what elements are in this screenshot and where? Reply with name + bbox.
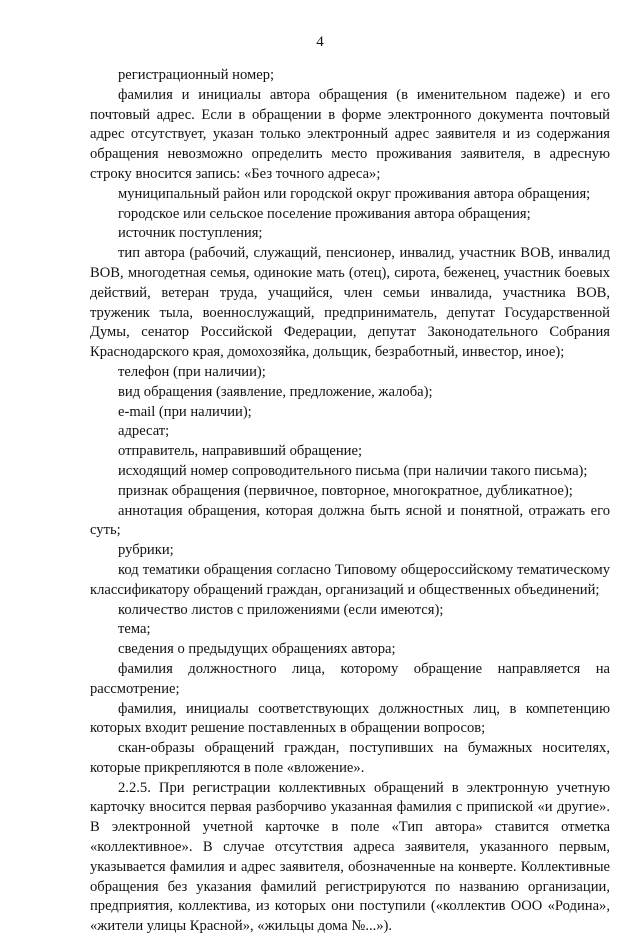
paragraph: телефон (при наличии); [118, 363, 266, 380]
document-body [90, 66, 610, 937]
paragraph: муниципальный район или городской округ проживания автора обращения; [118, 185, 591, 202]
paragraph: количество листов с приложениями (если имеются); [118, 601, 444, 618]
paragraph: e-mail (при наличии); [118, 403, 252, 420]
paragraph: исходящий номер сопроводительного письма (при наличии такого письма); [118, 462, 588, 479]
paragraph: 2.2.5. При регистрации коллективных обращений в электронную учетную карточку вносится первая разборчиво указанная фамилия с припиской «и другие». В электронной учетной карточке в поле «Тип автора» ставится отметка «коллективное». В случае отсутствия адреса заявителя, указанного первым, указывается фамилия и адрес заявителя, обозначенные на конверте. Коллективные обращения без указания фамилий регистрируются по названию организации, предприятия, коллектива, из которых они поступили («коллектив ООО «Родина», «жители улицы Красной», «жильцы дома №...»). [90, 779, 610, 935]
paragraph: городское или сельское поселение проживания автора обращения; [118, 205, 531, 222]
paragraph: адресат; [118, 423, 170, 440]
paragraph: отправитель, направивший обращение; [118, 443, 362, 460]
paragraph: фамилия должностного лица, которому обращение направляется на рассмотрение; [90, 660, 610, 697]
paragraph: аннотация обращения, которая должна быть ясной и понятной, отражать его суть; [90, 502, 610, 539]
paragraph: тип автора (рабочий, служащий, пенсионер, инвалид, участник ВОВ, инвалид ВОВ, многодетная семья, одинокие мать (отец), сирота, беженец, участник боевых действий, ветеран труда, учащийся, член семьи инвалида, участника ВОВ, труженик тыла, военнослужащий, предприниматель, депутат Государственной Думы, сенатор Российской Федерации, депутат Законодательного Собрания Краснодарского края, домохозяйка, дольщик, безработный, инвестор, иное); [90, 245, 610, 361]
paragraph: рубрики; [118, 542, 174, 559]
paragraph: фамилия, инициалы соответствующих должностных лиц, в компетенцию которых входит решение поставленных в обращении вопросов; [90, 700, 610, 737]
page-number: 4 [316, 34, 324, 50]
paragraph: признак обращения (первичное, повторное, многократное, дубликатное); [118, 482, 573, 499]
paragraph: тема; [118, 621, 151, 638]
paragraph: скан-образы обращений граждан, поступивших на бумажных носителях, которые прикрепляются в поле «вложение». [90, 740, 610, 776]
paragraph: источник поступления; [118, 225, 263, 242]
paragraph: регистрационный номер; [118, 67, 275, 83]
paragraph: фамилия и инициалы автора обращения (в именительном падеже) и его почтовый адрес. Если в обращении в форме электронного документа почтовый адрес отсутствует, указан только электронный адрес заявителя и из содержания обращения невозможно определить место проживания заявителя, в адресную строку вносится запись: «Без точного адреса»; [90, 86, 610, 182]
paragraph: код тематики обращения согласно Типовому общероссийскому тематическому классификатору обращений граждан, организаций и общественных объединений; [90, 561, 610, 598]
paragraph: вид обращения (заявление, предложение, жалоба); [118, 383, 433, 400]
paragraph: сведения о предыдущих обращениях автора; [118, 641, 396, 658]
